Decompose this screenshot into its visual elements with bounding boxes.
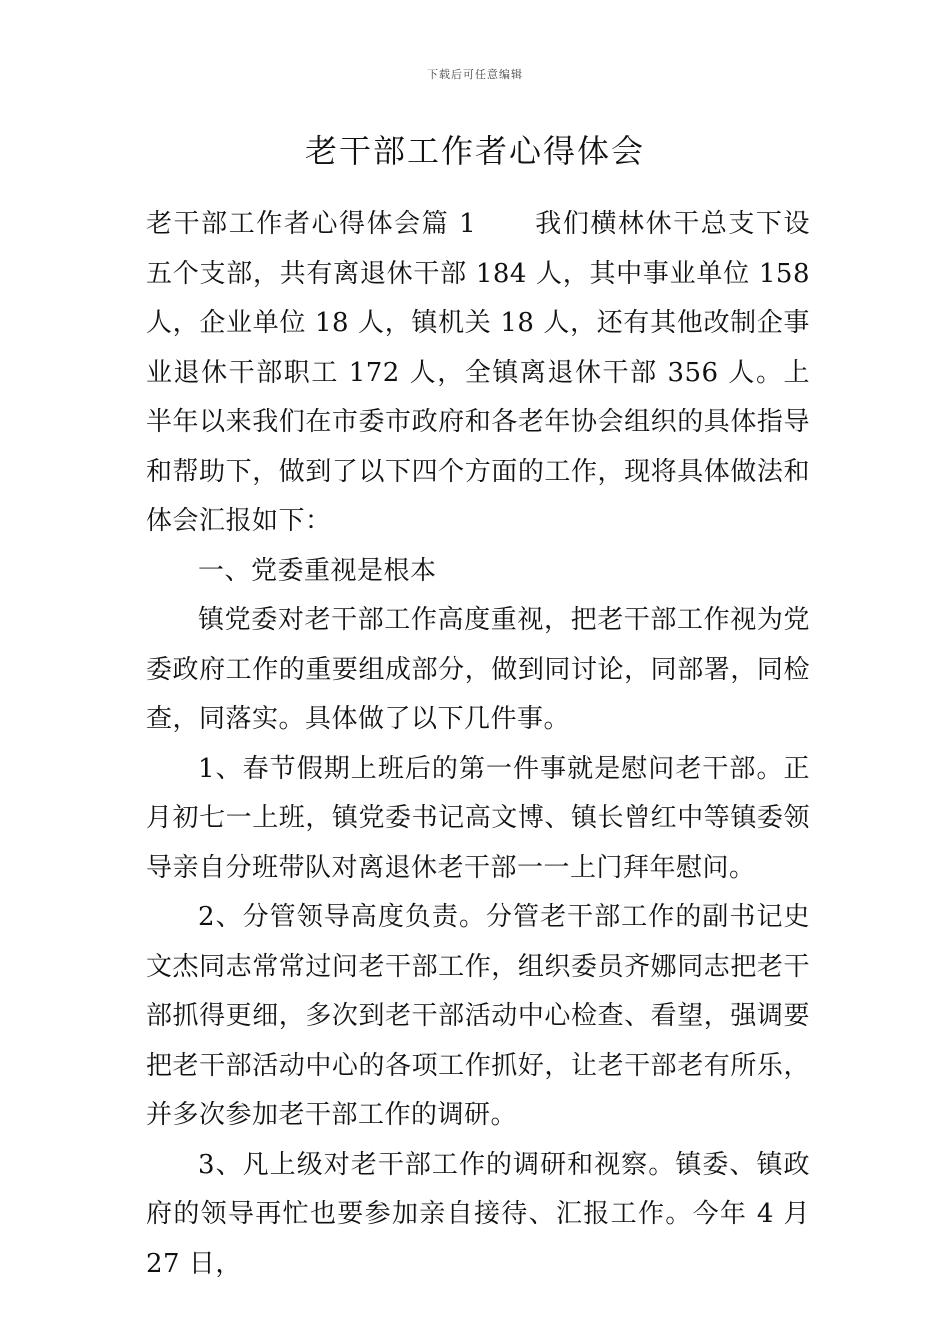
header-note: 下载后可任意编辑 (427, 68, 523, 81)
document-title: 老干部工作者心得体会 (304, 132, 645, 170)
item3-paragraph: 3、凡上级对老干部工作的调研和视察。镇委、镇政府的领导再忙也要参加亲自接待、汇报工作。今年 4 月 27 日， (146, 1149, 810, 1279)
intro-label: 老干部工作者心得体会篇 1 (146, 209, 477, 239)
intro-paragraph (146, 200, 810, 547)
intro-text: 我们横林休干总支下设五个支部，共有离退休干部 184 人，其中事业单位 158 人，企业单位 18 人，镇机关 18 人，还有其他改制企事业退休干部职工 172 人，全镇离退休干部 356 人。上半年以来我们在市委市政府和各老年协会组织的具体指导和帮助下，做到了以下四个方面的工作，现将具体做法和体会汇报如下： (146, 209, 810, 536)
item1-paragraph: 1、春节假期上班后的第一件事就是慰问老干部。正月初七一上班，镇党委书记高文博、镇长曾红中等镇委领导亲自分班带队对离退休老干部一一上门拜年慰问。 (146, 753, 810, 883)
item2-paragraph: 2、分管领导高度负责。分管老干部工作的副书记史文杰同志常常过问老干部工作，组织委员齐娜同志把老干部抓得更细，多次到老干部活动中心检查、看望，强调要把老干部活动中心的各项工作抓好，让老干部老有所乐，并多次参加老干部工作的调研。 (146, 902, 810, 1130)
section1-heading: 一、党委重视是根本 (198, 555, 437, 586)
document-body (146, 200, 810, 1289)
section1-paragraph: 镇党委对老干部工作高度重视，把老干部工作视为党委政府工作的重要组成部分，做到同讨论，同部署，同检查，同落实。具体做了以下几件事。 (146, 605, 810, 734)
